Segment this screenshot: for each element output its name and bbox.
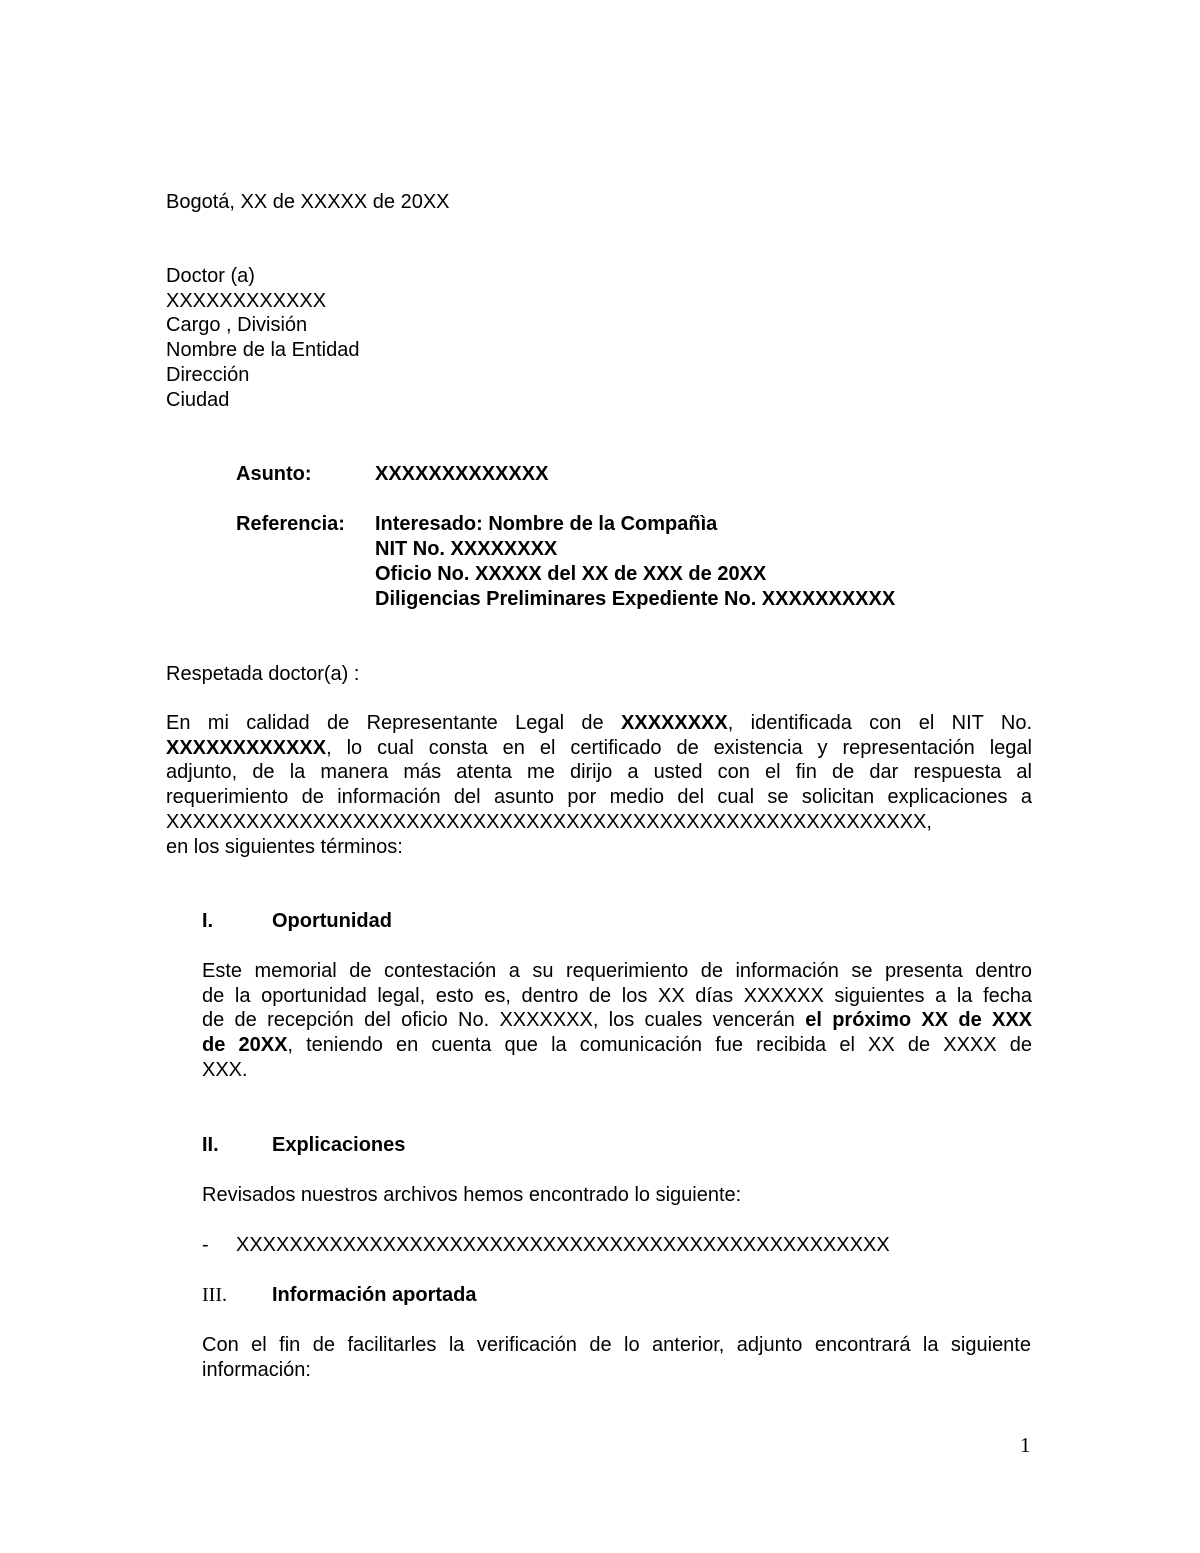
section-paragraph: [202, 959, 1032, 1083]
list-bullet: -: [202, 1234, 209, 1256]
paragraph-line: XXXXXXXXXXXX, lo cual consta en el certificado de existencia y representación legal: [166, 736, 1032, 759]
date-text: Bogotá, XX de XXXXX de 20XX: [166, 191, 450, 213]
section-title: Información aportada: [272, 1284, 477, 1306]
subject-value: XXXXXXXXXXXXX: [375, 463, 549, 485]
paragraph-line: adjunto, de la manera más atenta me dirijo a usted con el fin de dar respuesta al: [166, 761, 1032, 784]
paragraph-line: Este memorial de contestación a su requerimiento de información se presenta dentro: [202, 960, 1032, 982]
section-number: I.: [202, 910, 214, 932]
list-item: XXXXXXXXXXXXXXXXXXXXXXXXXXXXXXXXXXXXXXXXXXXXXXXXX: [236, 1234, 890, 1256]
section-paragraph: [202, 1333, 1031, 1382]
recipient-title: Doctor (a): [166, 265, 255, 287]
paragraph-line: de 20XX, teniendo en cuenta que la comunicación fue recibida el XX de XXXX de: [202, 1034, 1032, 1057]
paragraph-line: XXX.: [202, 1058, 248, 1081]
salutation-text: Respetada doctor(a) :: [166, 663, 360, 685]
recipient-name: XXXXXXXXXXXX: [166, 289, 327, 312]
recipient-entity: Nombre de la Entidad: [166, 339, 360, 362]
recipient-city: Ciudad: [166, 388, 230, 411]
section-number: III.: [202, 1284, 227, 1306]
reference-line: NIT No. XXXXXXXX: [375, 538, 558, 560]
paragraph-line: requerimiento de información del asunto por medio del cual se solicitan explicaciones a: [166, 786, 1032, 809]
paragraph-line: de de recepción del oficio No. XXXXXXX, los cuales vencerán el próximo XX de XXX: [202, 1009, 1032, 1032]
intro-paragraph: [166, 711, 1032, 859]
recipient-position: Cargo , División: [166, 314, 308, 337]
salutation: [166, 662, 359, 687]
paragraph-line: en los siguientes términos:: [166, 835, 403, 858]
date-line: [166, 190, 450, 215]
paragraph-line: información:: [202, 1358, 311, 1381]
recipient-block: [166, 264, 359, 412]
paragraph-line: Revisados nuestros archivos hemos encontrado lo siguiente:: [202, 1184, 742, 1206]
subject-label: Asunto:: [236, 463, 312, 485]
reference-line: Oficio No. XXXXX del XX de XXX de 20XX: [375, 563, 767, 585]
paragraph-line: Con el fin de facilitarles la verificación de lo anterior, adjunto encontrará la siguiente: [202, 1334, 1031, 1356]
reference-line: Diligencias Preliminares Expediente No. XXXXXXXXXX: [375, 588, 896, 610]
paragraph-line: de la oportunidad legal, esto es, dentro de los XX días XXXXXX siguientes a la fecha: [202, 984, 1032, 1007]
reference-label: Referencia:: [236, 513, 345, 535]
section-paragraph: [202, 1183, 741, 1208]
section-title: Oportunidad: [272, 910, 392, 932]
page-number: 1: [1020, 1433, 1031, 1457]
recipient-address: Dirección: [166, 363, 250, 386]
paragraph-line: XXXXXXXXXXXXXXXXXXXXXXXXXXXXXXXXXXXXXXXXXXXXXXXXXXXXXXXXX,: [166, 810, 932, 833]
reference-line: Interesado: Nombre de la Compañìa: [375, 513, 718, 535]
section-title: Explicaciones: [272, 1134, 406, 1156]
section-number: II.: [202, 1134, 219, 1156]
paragraph-line: En mi calidad de Representante Legal de XXXXXXXX, identificada con el NIT No.: [166, 712, 1032, 734]
